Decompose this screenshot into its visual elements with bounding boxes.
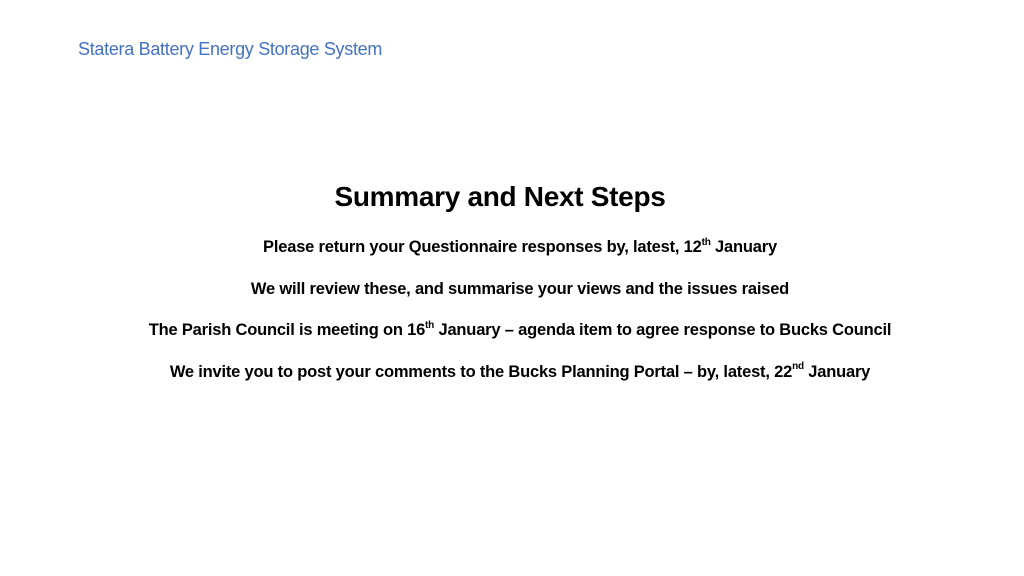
step-parish-council-meeting [0,321,1024,363]
step-text: We invite you to post your comments to the Bucks Planning Portal – by, latest, 22 [169,362,793,381]
document-header: Statera Battery Energy Storage System [78,39,383,59]
step-text: The Parish Council is meeting on 16 [148,321,426,339]
step-text: We will review these, and summarise your views and the issues raised [250,279,790,298]
ordinal-suffix: th [425,319,435,331]
step-review-responses [0,280,1024,322]
step-text: January [803,362,871,381]
step-text: Please return your Questionnaire responses by, latest, 12 [263,238,702,256]
next-steps-list [0,238,1024,404]
step-text: January – agenda item to agree response to Bucks Council [434,321,892,339]
slide-title: Summary and Next Steps [334,181,666,212]
step-post-comments [0,363,1024,405]
step-return-questionnaire [0,238,1024,280]
ordinal-suffix: nd [792,361,804,372]
step-text: January [710,238,777,256]
ordinal-suffix: th [701,236,711,248]
